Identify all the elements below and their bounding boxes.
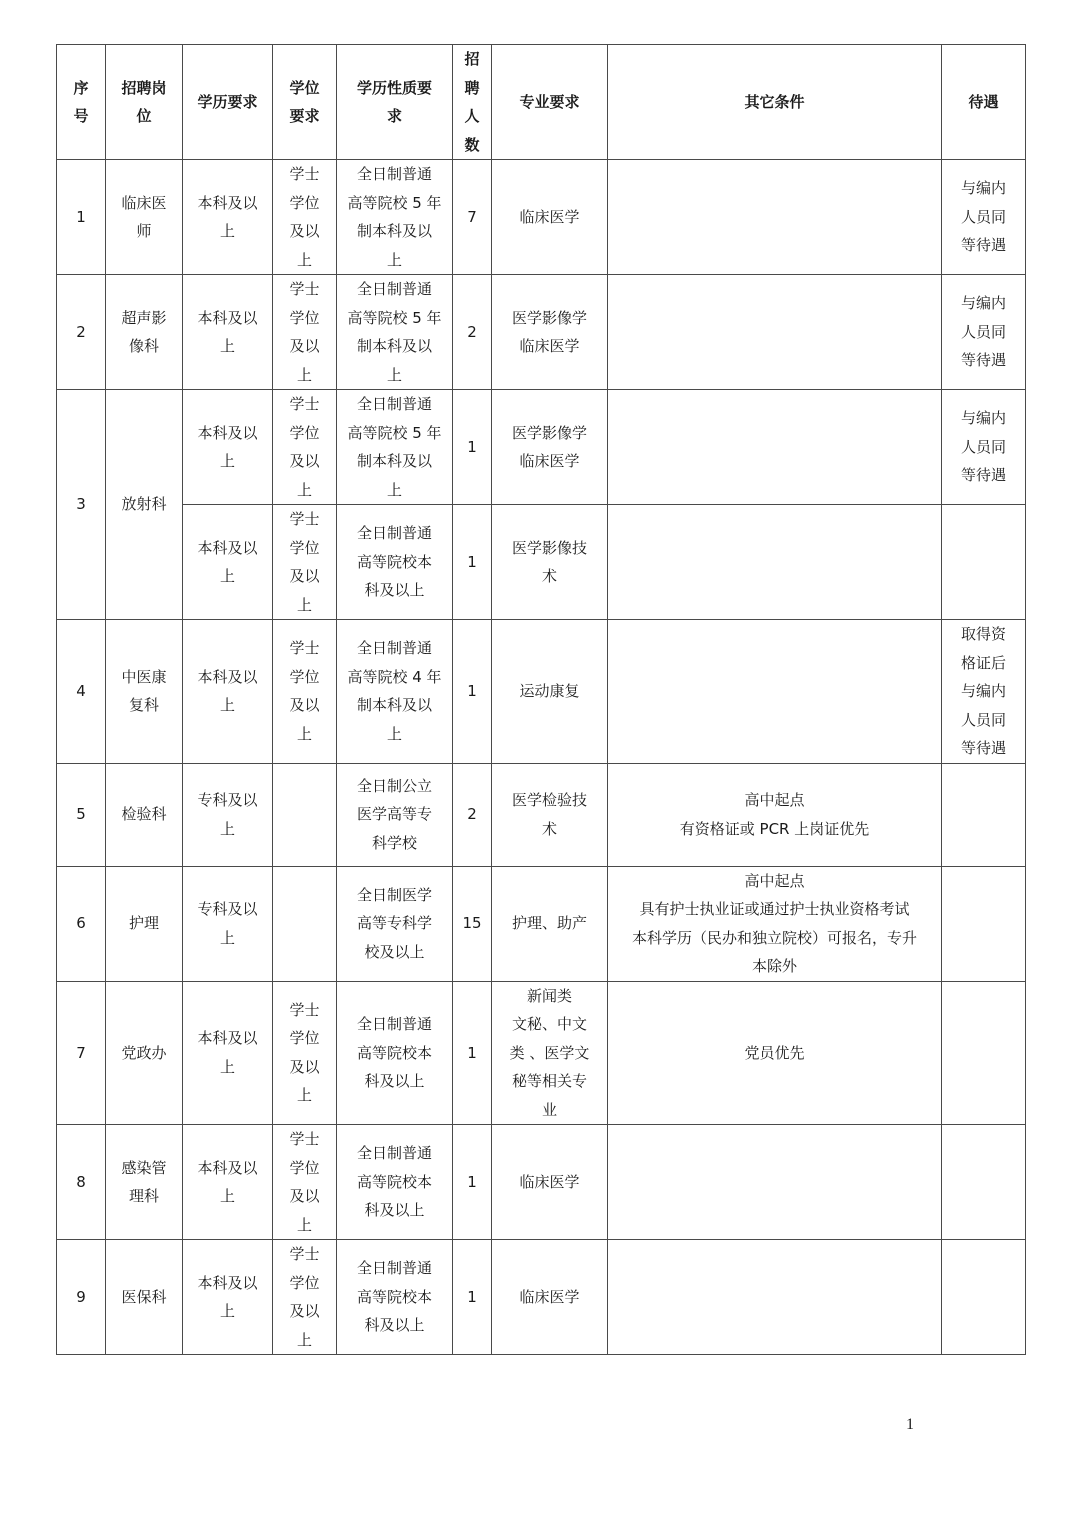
cell-major: 护理、助产 xyxy=(492,866,608,981)
recruitment-table xyxy=(56,44,1026,1355)
cell-count: 1 xyxy=(453,1125,492,1240)
cell-degree: 学士 学位 及以 上 xyxy=(273,505,337,620)
cell-edu-nature: 全日制普通 高等院校本 科及以上 xyxy=(337,1240,453,1355)
cell-treatment xyxy=(942,866,1026,981)
cell-treatment: 与编内 人员同 等待遇 xyxy=(942,275,1026,390)
cell-seq: 8 xyxy=(57,1125,106,1240)
page-number: 1 xyxy=(906,1416,914,1433)
cell-education: 专科及以 上 xyxy=(183,763,273,866)
cell-position: 中医康 复科 xyxy=(106,620,183,764)
cell-education: 本科及以 上 xyxy=(183,390,273,505)
cell-major: 医学检验技 术 xyxy=(492,763,608,866)
cell-edu-nature: 全日制普通 高等院校 5 年 制本科及以 上 xyxy=(337,390,453,505)
table-row xyxy=(57,1125,1026,1240)
cell-other: 党员优先 xyxy=(608,981,942,1125)
header-degree: 学位 要求 xyxy=(273,45,337,160)
cell-count: 1 xyxy=(453,981,492,1125)
cell-other xyxy=(608,160,942,275)
cell-seq: 4 xyxy=(57,620,106,764)
header-edu-nature: 学历性质要 求 xyxy=(337,45,453,160)
cell-degree: 学士 学位 及以 上 xyxy=(273,390,337,505)
cell-seq: 5 xyxy=(57,763,106,866)
cell-major: 运动康复 xyxy=(492,620,608,764)
cell-treatment: 与编内 人员同 等待遇 xyxy=(942,390,1026,505)
header-other: 其它条件 xyxy=(608,45,942,160)
cell-seq: 7 xyxy=(57,981,106,1125)
cell-major: 临床医学 xyxy=(492,1125,608,1240)
cell-edu-nature: 全日制公立 医学高等专 科学校 xyxy=(337,763,453,866)
cell-treatment xyxy=(942,763,1026,866)
cell-edu-nature: 全日制普通 高等院校 5 年 制本科及以 上 xyxy=(337,275,453,390)
cell-count: 1 xyxy=(453,620,492,764)
header-count: 招 聘 人 数 xyxy=(453,45,492,160)
cell-education: 本科及以 上 xyxy=(183,505,273,620)
cell-degree xyxy=(273,763,337,866)
header-treatment: 待遇 xyxy=(942,45,1026,160)
header-seq: 序 号 xyxy=(57,45,106,160)
cell-treatment: 与编内 人员同 等待遇 xyxy=(942,160,1026,275)
cell-count: 1 xyxy=(453,505,492,620)
cell-degree: 学士 学位 及以 上 xyxy=(273,1240,337,1355)
cell-position: 感染管 理科 xyxy=(106,1125,183,1240)
cell-major: 医学影像学 临床医学 xyxy=(492,275,608,390)
table-row xyxy=(57,763,1026,866)
cell-position: 超声影 像科 xyxy=(106,275,183,390)
header-education: 学历要求 xyxy=(183,45,273,160)
cell-edu-nature: 全日制普通 高等院校 4 年 制本科及以 上 xyxy=(337,620,453,764)
cell-other xyxy=(608,1125,942,1240)
cell-treatment: 取得资 格证后 与编内 人员同 等待遇 xyxy=(942,620,1026,764)
cell-edu-nature: 全日制医学 高等专科学 校及以上 xyxy=(337,866,453,981)
cell-major: 新闻类 文秘、中文 类 、医学文 秘等相关专 业 xyxy=(492,981,608,1125)
cell-education: 专科及以 上 xyxy=(183,866,273,981)
cell-major: 医学影像技 术 xyxy=(492,505,608,620)
cell-count: 15 xyxy=(453,866,492,981)
cell-education: 本科及以 上 xyxy=(183,160,273,275)
table-row xyxy=(57,505,1026,620)
table-row xyxy=(57,160,1026,275)
cell-education: 本科及以 上 xyxy=(183,1125,273,1240)
cell-education: 本科及以 上 xyxy=(183,275,273,390)
header-major: 专业要求 xyxy=(492,45,608,160)
cell-degree: 学士 学位 及以 上 xyxy=(273,1125,337,1240)
cell-count: 2 xyxy=(453,763,492,866)
cell-degree: 学士 学位 及以 上 xyxy=(273,160,337,275)
header-position: 招聘岗 位 xyxy=(106,45,183,160)
cell-treatment xyxy=(942,1125,1026,1240)
cell-education: 本科及以 上 xyxy=(183,981,273,1125)
cell-edu-nature: 全日制普通 高等院校本 科及以上 xyxy=(337,505,453,620)
cell-other xyxy=(608,390,942,505)
cell-seq: 9 xyxy=(57,1240,106,1355)
cell-major: 医学影像学 临床医学 xyxy=(492,390,608,505)
cell-education: 本科及以 上 xyxy=(183,620,273,764)
table-row xyxy=(57,1240,1026,1355)
cell-position: 临床医 师 xyxy=(106,160,183,275)
cell-position: 医保科 xyxy=(106,1240,183,1355)
cell-count: 1 xyxy=(453,1240,492,1355)
cell-position: 护理 xyxy=(106,866,183,981)
cell-count: 7 xyxy=(453,160,492,275)
cell-edu-nature: 全日制普通 高等院校本 科及以上 xyxy=(337,1125,453,1240)
table-row xyxy=(57,390,1026,505)
table-row xyxy=(57,275,1026,390)
cell-seq: 3 xyxy=(57,390,106,620)
cell-position: 检验科 xyxy=(106,763,183,866)
cell-seq: 6 xyxy=(57,866,106,981)
cell-other: 高中起点 有资格证或 PCR 上岗证优先 xyxy=(608,763,942,866)
cell-degree: 学士 学位 及以 上 xyxy=(273,275,337,390)
cell-treatment xyxy=(942,505,1026,620)
table-header-row xyxy=(57,45,1026,160)
table-row xyxy=(57,981,1026,1125)
cell-count: 2 xyxy=(453,275,492,390)
cell-other xyxy=(608,275,942,390)
cell-degree: 学士 学位 及以 上 xyxy=(273,981,337,1125)
cell-count: 1 xyxy=(453,390,492,505)
cell-major: 临床医学 xyxy=(492,160,608,275)
cell-degree: 学士 学位 及以 上 xyxy=(273,620,337,764)
cell-treatment xyxy=(942,1240,1026,1355)
cell-other xyxy=(608,620,942,764)
cell-position: 党政办 xyxy=(106,981,183,1125)
cell-edu-nature: 全日制普通 高等院校 5 年 制本科及以 上 xyxy=(337,160,453,275)
cell-treatment xyxy=(942,981,1026,1125)
cell-other: 高中起点 具有护士执业证或通过护士执业资格考试 本科学历（民办和独立院校）可报名，专升 本除外 xyxy=(608,866,942,981)
cell-other xyxy=(608,1240,942,1355)
cell-education: 本科及以 上 xyxy=(183,1240,273,1355)
cell-seq: 2 xyxy=(57,275,106,390)
cell-major: 临床医学 xyxy=(492,1240,608,1355)
table-row xyxy=(57,866,1026,981)
cell-other xyxy=(608,505,942,620)
cell-edu-nature: 全日制普通 高等院校本 科及以上 xyxy=(337,981,453,1125)
cell-position: 放射科 xyxy=(106,390,183,620)
cell-seq: 1 xyxy=(57,160,106,275)
table-row xyxy=(57,620,1026,764)
cell-degree xyxy=(273,866,337,981)
